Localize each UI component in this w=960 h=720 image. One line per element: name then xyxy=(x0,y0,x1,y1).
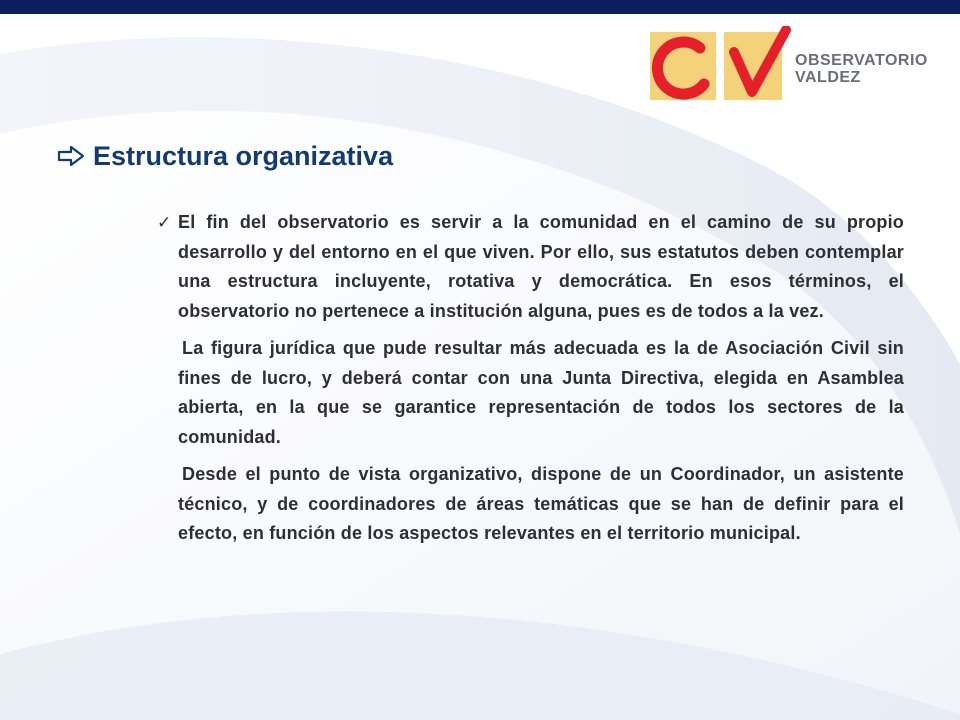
paragraph-3: Desde el punto de vista organizativo, dispone de un Coordinador, un asistente técnico, y de coordinadores de áreas temáticas que se han de definir para el efecto, en función de los aspectos relevantes en el territorio municipal. xyxy=(178,464,904,543)
checkmark-icon: ✓ xyxy=(157,213,172,233)
paragraph-2: La figura jurídica que pude resultar más adecuada es la de Asociación Civil sin fines de lucro, y deberá contar con una Junta Directiva, elegida en Asamblea abierta, en la que se garantice representación de todos los sectores de la comunidad. xyxy=(178,338,904,447)
top-bar xyxy=(0,0,960,14)
slide-body xyxy=(178,208,904,557)
slide-title: Estructura organizativa xyxy=(93,140,394,171)
slide-heading xyxy=(57,136,393,176)
right-arrow-outline-icon xyxy=(57,145,85,167)
paragraph-1: El fin del observatorio es servir a la comunidad en el camino de su propio desarrollo y del entorno en el que viven. Por ello, sus estatutos deben contemplar una estructura incluyente, rotativa y democrática. En esos términos, el observatorio no pertenece a institución alguna, pues es de todos a la vez. xyxy=(178,212,904,321)
logo-line-1: OBSERVATORIO xyxy=(795,52,928,69)
logo-line-2: VALDEZ xyxy=(795,69,861,86)
logo-wordmark xyxy=(795,52,928,86)
